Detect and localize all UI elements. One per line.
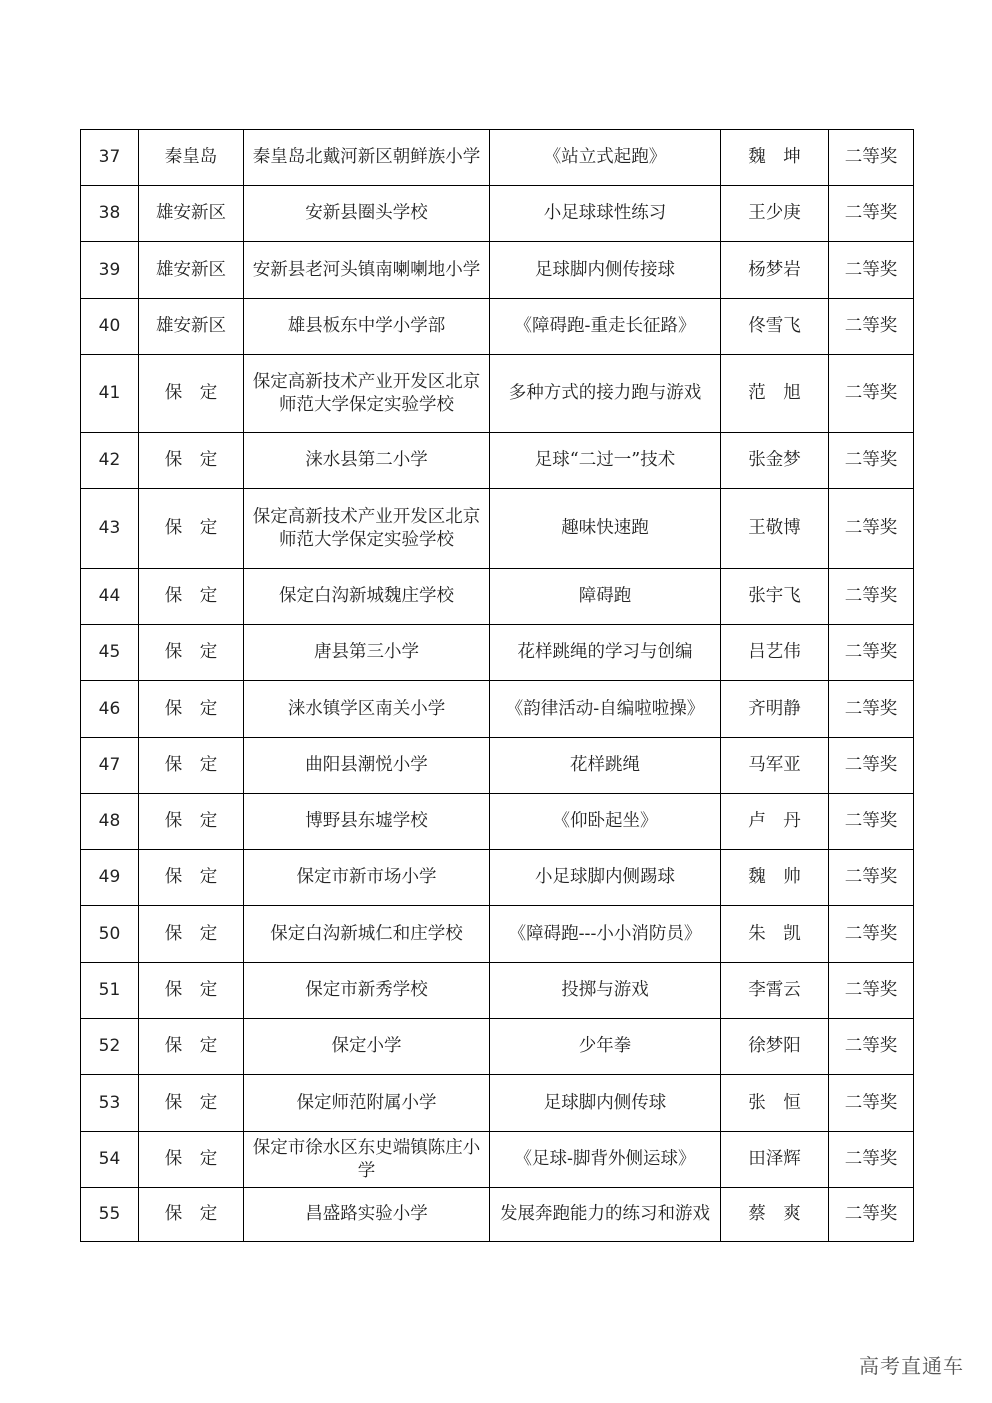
cell-school: 涞水县第二小学	[244, 433, 490, 489]
table-row	[81, 186, 914, 242]
table-row	[81, 433, 914, 489]
cell-school: 曲阳县潮悦小学	[244, 738, 490, 794]
cell-teacher: 吕艺伟	[721, 625, 829, 681]
cell-school: 博野县东墟学校	[244, 794, 490, 850]
cell-course: 花样跳绳的学习与创编	[490, 625, 721, 681]
award-list-body	[81, 130, 914, 1242]
cell-course: 《足球-脚背外侧运球》	[490, 1132, 721, 1188]
cell-region: 保 定	[139, 489, 244, 569]
cell-school: 安新县老河头镇南喇喇地小学	[244, 242, 490, 299]
cell-region: 雄安新区	[139, 186, 244, 242]
watermark-text: 高考直通车	[859, 1354, 964, 1378]
cell-region: 保 定	[139, 1075, 244, 1132]
cell-course: 小足球球性练习	[490, 186, 721, 242]
cell-award: 二等奖	[829, 242, 914, 299]
cell-award: 二等奖	[829, 186, 914, 242]
cell-course: 趣味快速跑	[490, 489, 721, 569]
table-row	[81, 242, 914, 299]
cell-course: 足球脚内侧传接球	[490, 242, 721, 299]
cell-course: 《仰卧起坐》	[490, 794, 721, 850]
cell-course: 《障碍跑-重走长征路》	[490, 299, 721, 355]
cell-course: 《站立式起跑》	[490, 130, 721, 186]
cell-teacher: 李霄云	[721, 963, 829, 1019]
cell-number: 55	[81, 1188, 139, 1242]
cell-region: 保 定	[139, 738, 244, 794]
cell-region: 保 定	[139, 850, 244, 906]
cell-teacher: 齐明静	[721, 681, 829, 738]
cell-number: 50	[81, 906, 139, 963]
table-row	[81, 569, 914, 625]
cell-course: 障碍跑	[490, 569, 721, 625]
table-row	[81, 130, 914, 186]
cell-school: 保定高新技术产业开发区北京师范大学保定实验学校	[244, 355, 490, 433]
cell-number: 43	[81, 489, 139, 569]
cell-school: 保定高新技术产业开发区北京师范大学保定实验学校	[244, 489, 490, 569]
cell-award: 二等奖	[829, 433, 914, 489]
cell-teacher: 王少庚	[721, 186, 829, 242]
cell-number: 52	[81, 1019, 139, 1075]
table-row	[81, 299, 914, 355]
cell-number: 54	[81, 1132, 139, 1188]
cell-award: 二等奖	[829, 130, 914, 186]
cell-course: 小足球脚内侧踢球	[490, 850, 721, 906]
cell-award: 二等奖	[829, 489, 914, 569]
cell-teacher: 马军亚	[721, 738, 829, 794]
cell-award: 二等奖	[829, 355, 914, 433]
cell-award: 二等奖	[829, 1132, 914, 1188]
table-row	[81, 963, 914, 1019]
cell-region: 秦皇岛	[139, 130, 244, 186]
cell-teacher: 徐梦阳	[721, 1019, 829, 1075]
cell-region: 雄安新区	[139, 242, 244, 299]
table-row	[81, 489, 914, 569]
cell-number: 42	[81, 433, 139, 489]
table-row	[81, 738, 914, 794]
cell-region: 保 定	[139, 355, 244, 433]
cell-teacher: 张 恒	[721, 1075, 829, 1132]
cell-school: 昌盛路实验小学	[244, 1188, 490, 1242]
cell-school: 保定市新市场小学	[244, 850, 490, 906]
cell-award: 二等奖	[829, 963, 914, 1019]
table-row	[81, 625, 914, 681]
cell-number: 45	[81, 625, 139, 681]
cell-region: 保 定	[139, 1019, 244, 1075]
cell-school: 唐县第三小学	[244, 625, 490, 681]
cell-course: 多种方式的接力跑与游戏	[490, 355, 721, 433]
cell-teacher: 佟雪飞	[721, 299, 829, 355]
cell-school: 保定师范附属小学	[244, 1075, 490, 1132]
cell-award: 二等奖	[829, 625, 914, 681]
cell-award: 二等奖	[829, 299, 914, 355]
table-row	[81, 1019, 914, 1075]
cell-course: 少年拳	[490, 1019, 721, 1075]
table-row	[81, 1075, 914, 1132]
cell-school: 保定白沟新城魏庄学校	[244, 569, 490, 625]
cell-course: 《韵律活动-自编啦啦操》	[490, 681, 721, 738]
table-row	[81, 906, 914, 963]
cell-teacher: 魏 坤	[721, 130, 829, 186]
cell-region: 保 定	[139, 625, 244, 681]
cell-award: 二等奖	[829, 569, 914, 625]
cell-number: 47	[81, 738, 139, 794]
cell-number: 37	[81, 130, 139, 186]
cell-number: 51	[81, 963, 139, 1019]
cell-number: 46	[81, 681, 139, 738]
cell-award: 二等奖	[829, 1075, 914, 1132]
cell-teacher: 卢 丹	[721, 794, 829, 850]
cell-region: 保 定	[139, 433, 244, 489]
cell-teacher: 王敬博	[721, 489, 829, 569]
cell-course: 花样跳绳	[490, 738, 721, 794]
cell-teacher: 杨梦岩	[721, 242, 829, 299]
cell-award: 二等奖	[829, 1019, 914, 1075]
award-list-table	[80, 129, 914, 1242]
cell-region: 保 定	[139, 569, 244, 625]
cell-teacher: 蔡 爽	[721, 1188, 829, 1242]
cell-number: 39	[81, 242, 139, 299]
cell-teacher: 魏 帅	[721, 850, 829, 906]
cell-school: 保定小学	[244, 1019, 490, 1075]
cell-number: 48	[81, 794, 139, 850]
cell-number: 49	[81, 850, 139, 906]
cell-school: 雄县板东中学小学部	[244, 299, 490, 355]
cell-award: 二等奖	[829, 738, 914, 794]
cell-school: 保定市徐水区东史端镇陈庄小学	[244, 1132, 490, 1188]
table-row	[81, 355, 914, 433]
cell-region: 保 定	[139, 906, 244, 963]
cell-number: 41	[81, 355, 139, 433]
cell-region: 雄安新区	[139, 299, 244, 355]
cell-number: 40	[81, 299, 139, 355]
cell-region: 保 定	[139, 1132, 244, 1188]
cell-school: 保定白沟新城仁和庄学校	[244, 906, 490, 963]
table-row	[81, 850, 914, 906]
cell-number: 44	[81, 569, 139, 625]
cell-school: 秦皇岛北戴河新区朝鲜族小学	[244, 130, 490, 186]
cell-teacher: 张宇飞	[721, 569, 829, 625]
cell-course: 投掷与游戏	[490, 963, 721, 1019]
cell-teacher: 张金梦	[721, 433, 829, 489]
cell-course: 发展奔跑能力的练习和游戏	[490, 1188, 721, 1242]
cell-region: 保 定	[139, 1188, 244, 1242]
cell-teacher: 朱 凯	[721, 906, 829, 963]
cell-award: 二等奖	[829, 1188, 914, 1242]
table-row	[81, 1132, 914, 1188]
cell-school: 涞水镇学区南关小学	[244, 681, 490, 738]
table-row	[81, 1188, 914, 1242]
cell-number: 38	[81, 186, 139, 242]
cell-teacher: 范 旭	[721, 355, 829, 433]
cell-course: 《障碍跑---小小消防员》	[490, 906, 721, 963]
cell-teacher: 田泽辉	[721, 1132, 829, 1188]
cell-course: 足球脚内侧传球	[490, 1075, 721, 1132]
cell-number: 53	[81, 1075, 139, 1132]
cell-award: 二等奖	[829, 794, 914, 850]
cell-school: 保定市新秀学校	[244, 963, 490, 1019]
table-row	[81, 794, 914, 850]
cell-award: 二等奖	[829, 681, 914, 738]
cell-school: 安新县圈头学校	[244, 186, 490, 242]
cell-region: 保 定	[139, 681, 244, 738]
table-row	[81, 681, 914, 738]
cell-award: 二等奖	[829, 850, 914, 906]
cell-course: 足球“二过一”技术	[490, 433, 721, 489]
cell-region: 保 定	[139, 794, 244, 850]
cell-award: 二等奖	[829, 906, 914, 963]
cell-region: 保 定	[139, 963, 244, 1019]
